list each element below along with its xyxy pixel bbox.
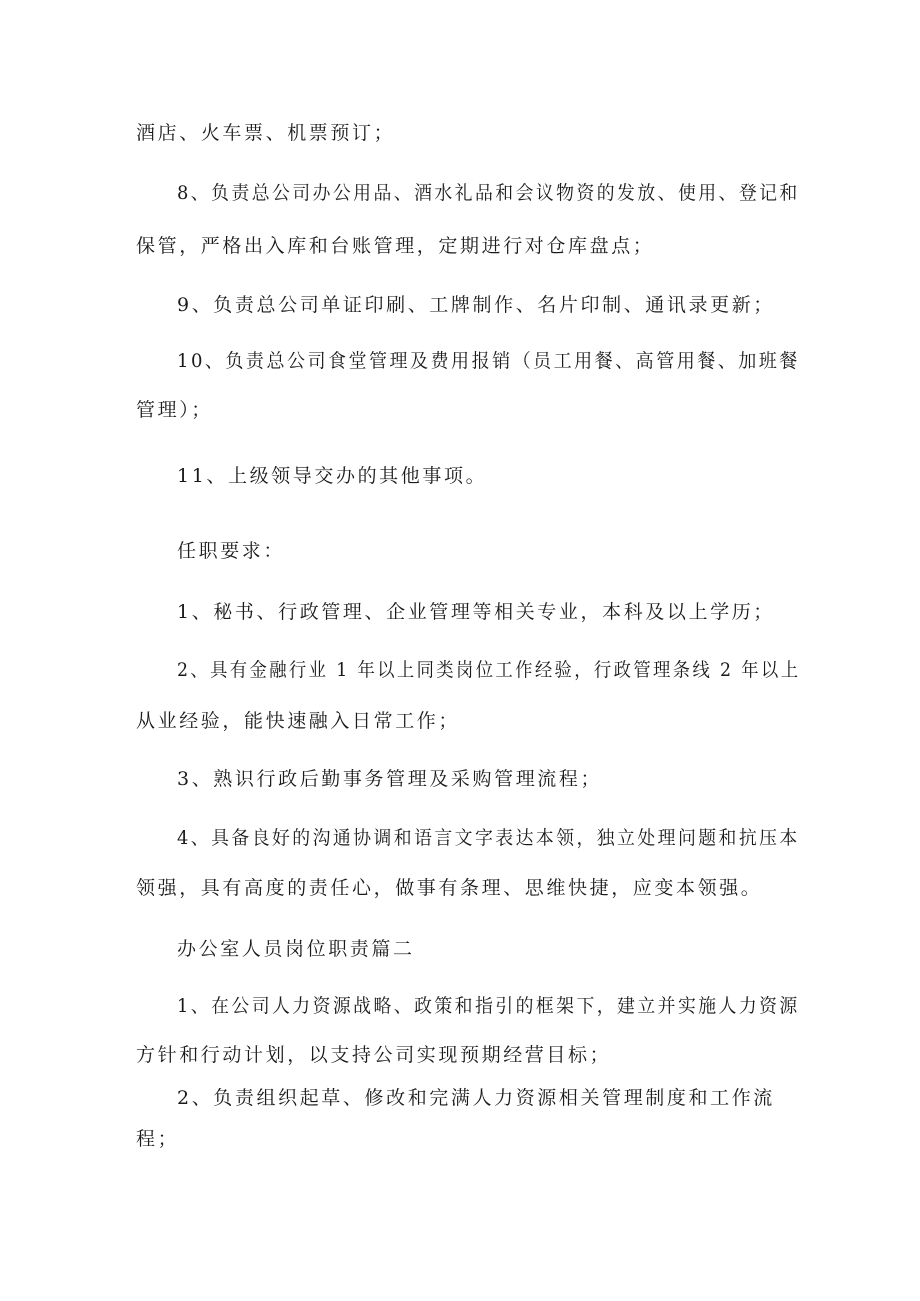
text-line: 从业经验，能快速融入日常工作； [136,710,461,732]
text-line: 11、上级领导交办的其他事项。 [177,465,488,487]
text-line: 管理）； [136,399,213,421]
text-line: 1、秘书、行政管理、企业管理等相关专业，本科及以上学历； [177,601,775,623]
text-line: 方针和行动计划，以支持公司实现预期经营目标； [136,1044,612,1066]
text-line: 2、具有金融行业 1 年以上同类岗位工作经验，行政管理条线 2 年以上 [177,659,801,681]
text-line: 保管，严格出入库和台账管理，定期进行对仓库盘点； [136,235,655,257]
text-line: 8、负责总公司办公用品、酒水礼品和会议物资的发放、使用、登记和 [177,182,800,204]
section-heading: 办公室人员岗位职责篇二 [177,938,415,960]
text-line: 1、在公司人力资源战略、政策和指引的框架下，建立并实施人力资源 [177,995,800,1017]
text-line: 领强，具有高度的责任心，做事有条理、思维快捷，应变本领强。 [136,877,763,899]
text-line: 3、熟识行政后勤事务管理及采购管理流程； [177,768,603,790]
text-line: 4、具备良好的沟通协调和语言文字表达本领，独立处理问题和抗压本 [177,827,800,849]
text-line: 10、负责总公司食堂管理及费用报销（员工用餐、高管用餐、加班餐 [177,350,800,372]
text-line: 9、负责总公司单证印刷、工牌制作、名片印制、通讯录更新； [177,294,775,316]
text-line: 2、负责组织起草、修改和完满人力资源相关管理制度和工作流 [177,1087,775,1109]
text-line: 程； [136,1128,180,1150]
section-heading: 任职要求： [177,540,286,562]
text-line: 酒店、火车票、机票预订； [136,122,396,144]
